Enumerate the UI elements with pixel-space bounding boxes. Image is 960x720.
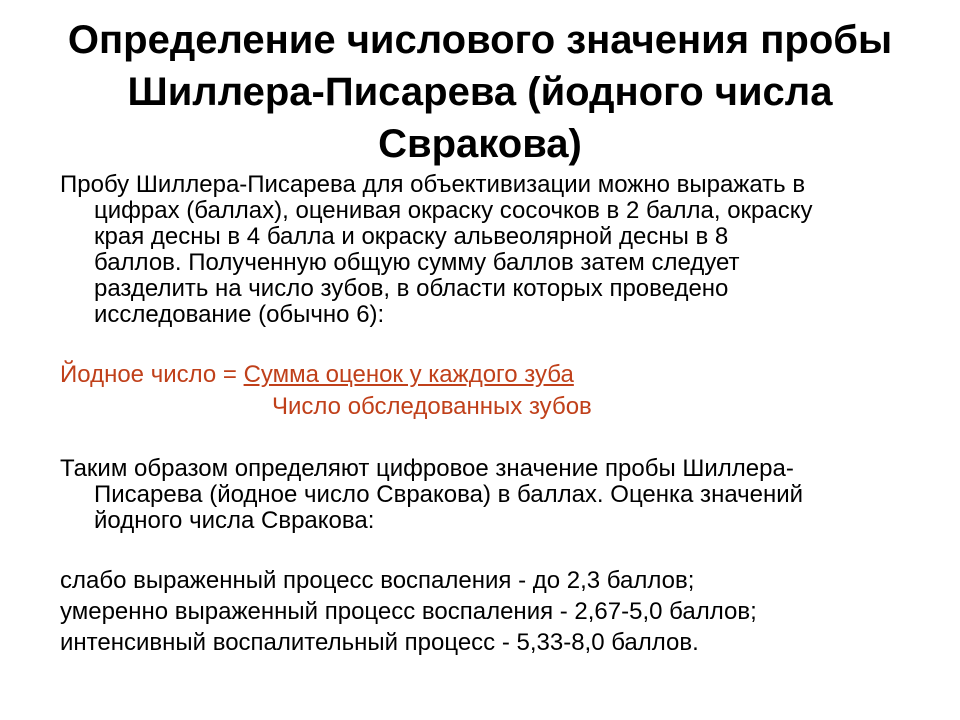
intro-line: разделить на число зубов, в области которых проведено — [94, 275, 729, 302]
title-line: Шиллера-Писарева (йодного числа — [127, 70, 833, 114]
intro-line: баллов. Полученную общую сумму баллов затем следует — [94, 249, 740, 276]
formula-lhs: Йодное число = — [60, 361, 244, 388]
slide-title — [20, 14, 940, 170]
formula-denominator: Число обследованных зубов — [272, 393, 592, 420]
title-line: Свракова) — [378, 122, 582, 166]
scale-item-moderate: умеренно выраженный процесс воспаления - 2,67-5,0 баллов; — [60, 598, 757, 625]
title-line: Определение числового значения пробы — [67, 18, 893, 62]
scale-item-intensive: интенсивный воспалительный процесс - 5,33-8,0 баллов. — [60, 629, 699, 656]
scale-item-mild: слабо выраженный процесс воспаления - до 2,3 баллов; — [60, 567, 695, 594]
intro-line: Пробу Шиллера-Писарева для объективизации можно выражать в — [60, 171, 806, 198]
intro-paragraph — [60, 172, 900, 328]
conclusion-line: Писарева (йодное число Свракова) в баллах. Оценка значений — [94, 481, 804, 508]
conclusion-line: Таким образом определяют цифровое значение пробы Шиллера- — [60, 455, 794, 482]
intro-line: края десны в 4 балла и окраску альвеолярной десны в 8 — [94, 223, 729, 250]
conclusion-line: йодного числа Свракова: — [94, 507, 375, 534]
intro-line: исследование (обычно 6): — [94, 301, 385, 328]
conclusion-paragraph — [60, 456, 900, 534]
formula-numerator-line — [60, 362, 574, 388]
formula-numerator: Сумма оценок у каждого зуба — [243, 361, 574, 388]
intro-line: цифрах (баллах), оценивая окраску сосочков в 2 балла, окраску — [94, 197, 813, 224]
